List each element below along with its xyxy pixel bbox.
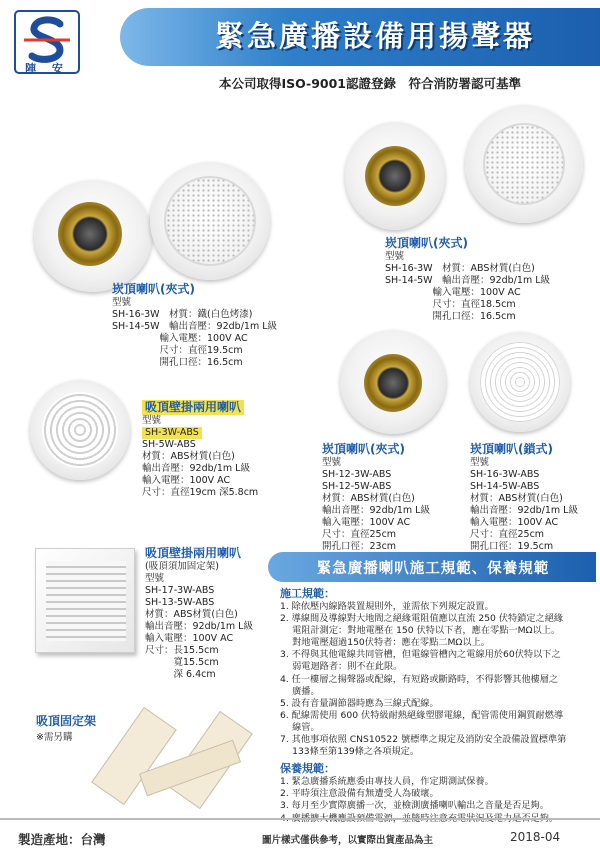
spec-row: 輸入電壓：100V AC [470, 517, 559, 528]
speaker-magnet [365, 146, 425, 206]
speaker-magnet [364, 354, 422, 412]
spec-row: 輸出音壓：92db/1m L級 [322, 505, 430, 516]
model-label: 型號 [145, 573, 165, 584]
footer-origin: 製造產地：台灣 [18, 832, 106, 847]
model-label: 型號 [470, 457, 490, 468]
spec-row: 開孔口徑：16.5cm [385, 311, 516, 322]
rule-line: 電阻計測定：對地電壓在 150 伏特以下者，應在零點一MΩ以上。 [280, 625, 561, 637]
footer-date: 2018-04 [510, 830, 561, 844]
model-highlight: SH-3W-ABS [142, 427, 202, 439]
bracket-note: ※需另購 [36, 732, 73, 743]
spec-row: 輸出音壓：92db/1m L級 [470, 505, 578, 516]
spec-row: 開孔口徑：19.5cm [470, 541, 554, 552]
rule-line: 5. 設有音量調節器時應為三線式配線。 [280, 697, 439, 709]
bracket-bar [91, 707, 177, 805]
spec-row: SH-5W-ABS [142, 439, 196, 450]
spec-row: SH-12-3W-ABS [322, 469, 392, 480]
company-name: 陣 安 [25, 62, 69, 75]
product-photo-wall-ceiling-speaker [30, 380, 130, 480]
rules-header: 緊急廣播喇叭施工規範、保養規範 [316, 561, 550, 577]
spec-row: 材質：ABS材質(白色) [142, 451, 235, 462]
spec-row: 尺寸：長15.5cm [145, 645, 219, 656]
rule-line: 2. 導線間及導線對大地間之絕緣電阻值應以直流 250 伏特鎖定之絕緣 [280, 613, 564, 625]
rule-line: 廣播。 [280, 685, 320, 697]
spec-row: SH-13-5W-ABS [145, 597, 215, 608]
spec-row: 輸入電壓：100V AC [322, 517, 411, 528]
rule-line: 7. 其他事項依照 CNS10522 號標準之規定及消防安全設備設置標準第 [280, 734, 567, 746]
spec-row: 開孔口徑：16.5cm [112, 357, 243, 368]
product-title: 崁頂喇叭(鎖式) [470, 442, 553, 456]
product-photo-open-speaker [34, 180, 152, 292]
product-spec-e [470, 442, 598, 553]
maintenance-title: 保養規範： [280, 762, 335, 776]
speaker-vent-pattern [42, 392, 118, 468]
rule-line: 對地電壓超過150伏特者：應在零點二MΩ以上。 [280, 637, 490, 649]
product-spec-f [145, 546, 275, 681]
speaker-vent-pattern [480, 342, 560, 422]
rule-line: 4. 任一樓層之揚聲器或配線，有短路或斷路時，不得影響其他樓層之 [280, 673, 559, 685]
product-photo-open-speaker [340, 330, 446, 434]
rule-line: 2. 平時須注意設備有無遭受人為破壞。 [280, 788, 439, 800]
spec-row: 材質：ABS材質(白色) [145, 609, 238, 620]
product-photo-grill-speaker [465, 105, 583, 223]
spec-row: 尺寸：直徑18.5cm [385, 299, 516, 310]
model-label: 型號 [322, 457, 342, 468]
page-title: 緊急廣播設備用揚聲器 [214, 19, 535, 53]
product-title: 崁頂喇叭(夾式) [385, 236, 468, 250]
spec-row: 深 6.4cm [145, 669, 216, 680]
rule-line: 1. 除依壓內線路裝置規則外，並需依下列規定設置。 [280, 601, 494, 612]
product-title: 崁頂喇叭(夾式) [112, 282, 195, 296]
footer-divider [0, 818, 600, 820]
spec-row: 輸入電壓：100V AC [112, 333, 248, 344]
product-spec-d [322, 442, 462, 553]
product-title: 吸頂壁掛兩用喇叭 [142, 400, 244, 415]
spec-row: 材質：ABS材質(白色) [470, 493, 563, 504]
spec-row: SH-14-5W-ABS [470, 481, 540, 492]
product-photo-lock-speaker [470, 332, 570, 432]
product-photo-open-speaker [345, 122, 445, 230]
rule-line: 1. 緊急廣播系統應委由專技人員，作定期測試保養。 [280, 776, 494, 788]
product-title: 崁頂喇叭(夾式) [322, 442, 405, 456]
spec-row: SH-16-3W 材質：ABS材質(白色) [385, 263, 535, 274]
spec-row: SH-14-5W 輸出音壓：92db/1m L級 [112, 321, 278, 332]
rule-line: 線管。 [280, 721, 320, 733]
bracket-label [36, 712, 96, 743]
spec-row: 尺寸：直徑19.5cm [112, 345, 243, 356]
spec-row: SH-16-3W-ABS [470, 469, 540, 480]
rule-line: 弱電迴路者：則不在此限。 [280, 661, 403, 673]
product-title: 吸頂壁掛兩用喇叭 [145, 546, 242, 560]
spec-row: 尺寸：直徑19cm 深5.8cm [142, 487, 259, 498]
product-spec-b [385, 236, 595, 323]
rule-line: 3. 不得與其他電線共同管槽，但電線管槽內之電線用於60伏特以下之 [280, 649, 561, 661]
product-spec-c [142, 400, 282, 499]
spec-row: 輸出音壓：92db/1m L級 [142, 463, 250, 474]
construction-title: 施工規範： [280, 587, 335, 600]
spec-row: 材質：ABS材質(白色) [322, 493, 415, 504]
product-subtitle: (吸頂須加固定架) [145, 561, 219, 572]
product-photo-grill-speaker [150, 162, 270, 280]
speaker-louver [46, 561, 126, 641]
spec-row: 開孔口徑：23cm [322, 541, 397, 552]
rule-line: 3. 每月至少實際廣播一次，並檢測廣播喇叭輸出之音量是否足夠。 [280, 800, 549, 812]
spec-row: SH-14-5W 輸出音壓：92db/1m L級 [385, 275, 551, 286]
model-label: 型號 [142, 415, 162, 426]
spec-row: 尺寸：直徑25cm [322, 529, 397, 540]
spec-row: SH-16-3W 材質：鐵(白色烤漆) [112, 309, 253, 320]
rule-line: 6. 配線需使用 600 伏特級耐熱絕緣塑膠電線，配管需使用鋼質耐燃導 [280, 709, 564, 721]
spec-row: 輸入電壓：100V AC [145, 633, 234, 644]
speaker-magnet [58, 202, 122, 266]
rule-line: 133條至第139條之各項規定。 [280, 746, 420, 758]
spec-row: 寬15.5cm [145, 657, 219, 668]
speaker-grill [164, 176, 256, 266]
spec-row: 尺寸：直徑25cm [470, 529, 545, 540]
spec-row: 輸出音壓：92db/1m L級 [145, 621, 253, 632]
speaker-grill [483, 123, 565, 205]
spec-row: 輸入電壓：100V AC [385, 287, 521, 298]
model-label: 型號 [385, 251, 405, 262]
product-photo-box-speaker [35, 548, 135, 653]
rules-body [280, 586, 598, 825]
model-label: 型號 [112, 297, 132, 308]
certification-text: 本公司取得ISO-9001認證登錄 符合消防署認可基準 [219, 76, 521, 91]
spec-row: 輸入電壓：100V AC [142, 475, 231, 486]
footer-note: 圖片樣式僅供參考，以實際出貨產品為主 [262, 835, 434, 846]
spec-row: SH-17-3W-ABS [145, 585, 215, 596]
bracket-title: 吸頂固定架 [36, 714, 97, 728]
spec-row: SH-12-5W-ABS [322, 481, 392, 492]
bracket-photo [110, 700, 260, 810]
product-spec-a [112, 282, 312, 369]
